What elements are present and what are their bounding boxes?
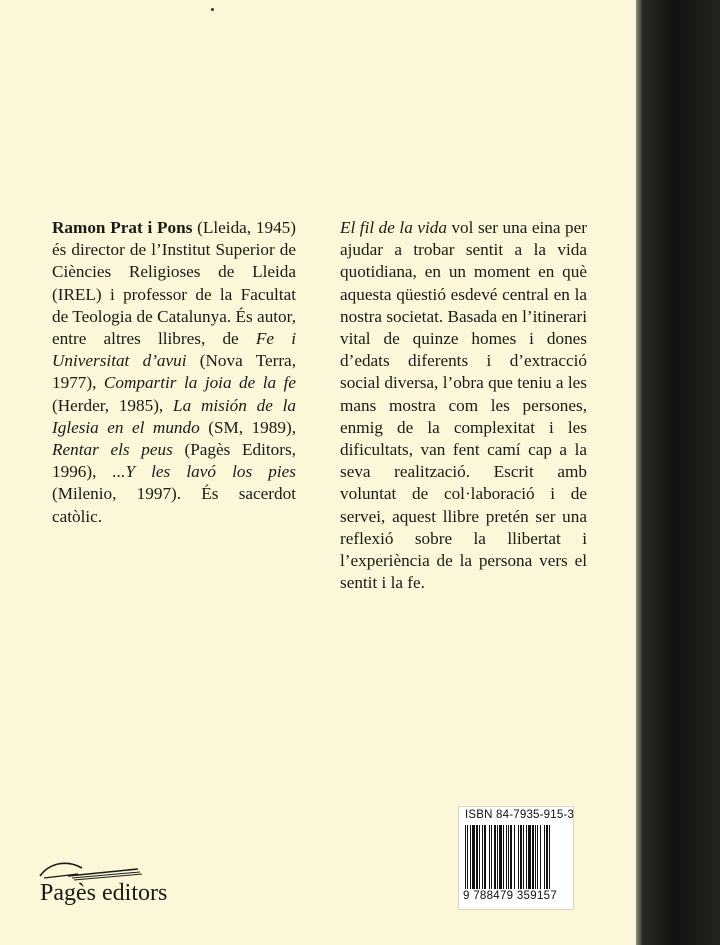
barcode-bar	[508, 825, 509, 889]
barcode-bar	[484, 825, 486, 889]
barcode-bar	[537, 825, 538, 889]
barcode-bar	[476, 825, 478, 889]
synopsis-text: vol ser una eina per ajudar a trobar sentit a la vida quotidiana, en un moment en què aquesta qüestió esdevé central en la nostra societat. Basada en l’itinerari vital de quinze homes i dones d’edats diferents i d’extracció social diversa, l’obra que teniu a les mans mostra com les persones, enmig de la complexitat i les dificultats, van fent camí cap a la seva realització. Escrit amb voluntat de col·laboració i de servei, aquest llibre pretén ser una reflexió sobre la llibertat i l’experiència de la persona vers el sentit i la fe.	[340, 218, 587, 593]
synopsis-paragraph	[340, 217, 587, 594]
barcode-bars	[465, 825, 567, 889]
bio-text: (Milenio, 1997). És sacerdot catòlic.	[52, 484, 296, 526]
barcode-bar	[470, 825, 471, 889]
book-title: Compartir la joia de la fe	[103, 373, 296, 393]
book-title: Fe i Universitat d’avui	[52, 329, 296, 371]
bio-text: (Herder, 1985),	[52, 395, 174, 415]
barcode	[458, 806, 574, 910]
barcode-bar	[540, 825, 541, 889]
barcode-bar	[510, 825, 512, 889]
barcode-bar	[544, 825, 545, 889]
isbn-label: ISBN 84-7935-915-3	[465, 809, 575, 821]
barcode-bar	[482, 825, 483, 889]
publisher-logo	[38, 852, 188, 912]
print-speck	[211, 8, 214, 11]
bio-text: (Pagès Editors, 1996),	[52, 440, 296, 482]
barcode-bar	[467, 825, 468, 889]
barcode-bar	[465, 825, 466, 889]
barcode-bar	[503, 825, 504, 889]
barcode-bar	[491, 825, 492, 889]
barcode-bar	[499, 825, 502, 889]
publisher-name: Pagès editors	[40, 880, 168, 906]
barcode-bar	[523, 825, 524, 889]
barcode-bar	[472, 825, 475, 889]
author-bio	[52, 217, 296, 528]
barcode-number: 9 788479 359157	[463, 890, 558, 902]
barcode-bar	[535, 825, 536, 889]
barcode-bar	[479, 825, 480, 889]
barcode-bar	[518, 825, 519, 889]
author-bio-paragraph	[52, 217, 296, 528]
bio-text: (SM, 1989),	[199, 417, 296, 437]
book-spine	[642, 0, 720, 945]
barcode-bar	[497, 825, 498, 889]
barcode-bar	[494, 825, 496, 889]
bio-text: (Nova Terra, 1977),	[52, 351, 296, 393]
barcode-bar	[489, 825, 490, 889]
barcode-bar	[532, 825, 534, 889]
barcode-bar	[526, 825, 527, 889]
book-title: La misión de la Iglesia en el mundo	[52, 395, 296, 437]
bio-text: (Lleida, 1945) és director de l’Institut Superior de Ciències Religioses de Lleida (IREL) i professor de la Facultat de Teologia de Catalunya. És autor, entre altres llibres, de	[52, 218, 296, 349]
barcode-bar	[528, 825, 531, 889]
book-synopsis	[340, 217, 587, 594]
publisher-logo-icon	[38, 852, 148, 882]
barcode-bar	[506, 825, 507, 889]
book-title: ...Y les lavó los pies	[112, 462, 296, 482]
synopsis-book-title: El fil de la vida	[340, 218, 447, 237]
author-name: Ramon Prat i Pons	[52, 218, 193, 237]
barcode-bar	[514, 825, 515, 889]
barcode-bar	[549, 825, 550, 889]
book-title: Rentar els peus	[52, 440, 173, 460]
barcode-bar	[546, 825, 548, 889]
barcode-bar	[520, 825, 522, 889]
